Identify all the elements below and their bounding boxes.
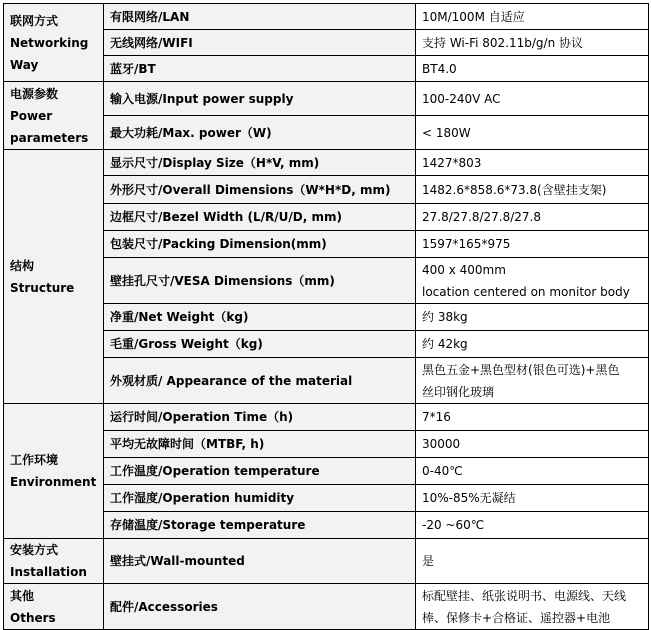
param-name: 毛重/Gross Weight（kg): [104, 331, 416, 358]
group-title-en: parameters: [10, 130, 89, 145]
param-value-line: 棒、保修卡+合格证、遥控器+电池: [422, 610, 611, 625]
param-name: 外形尺寸/Overall Dimensions（W*H*D, mm): [104, 176, 416, 204]
param-value: 是: [416, 539, 649, 584]
group-title-en: Environment: [10, 475, 97, 489]
param-value: < 180W: [416, 116, 649, 150]
param-name: 最大功耗/Max. power（W): [104, 116, 416, 150]
table-row: [4, 404, 649, 431]
param-name: 边框尺寸/Bezel Width (L/R/U/D, mm): [104, 204, 416, 231]
param-value-line: location centered on monitor body: [422, 284, 630, 299]
group-title-en: Power: [10, 108, 53, 123]
param-value: 约 42kg: [416, 331, 649, 358]
param-value-line: 标配壁挂、纸张说明书、电源线、天线: [422, 588, 627, 603]
param-name: 存储温度/Storage temperature: [104, 512, 416, 539]
param-name: 外观材质/ Appearance of the material: [104, 358, 416, 404]
group-title-cn: 电源参数: [10, 86, 59, 101]
group-title-en: Installation: [10, 565, 87, 579]
param-value: 10%-85%无凝结: [416, 485, 649, 512]
spec-table: [3, 3, 649, 630]
param-name: 有限网络/LAN: [104, 4, 416, 30]
param-value: 30000: [416, 431, 649, 458]
table-row: [4, 539, 649, 584]
table-row: [4, 584, 649, 630]
param-value: [416, 258, 649, 304]
table-row: [4, 82, 649, 116]
param-value: 支持 Wi-Fi 802.11b/g/n 协议: [416, 30, 649, 56]
group-label-structure: [4, 150, 104, 404]
param-value: [416, 584, 649, 630]
param-name: 壁挂孔尺寸/VESA Dimensions（mm): [104, 258, 416, 304]
param-value: -20 ~60℃: [416, 512, 649, 539]
param-name: 无线网络/WIFI: [104, 30, 416, 56]
param-name: 输入电源/Input power supply: [104, 82, 416, 116]
param-name: 包装尺寸/Packing Dimension(mm): [104, 231, 416, 258]
param-value: 1482.6*858.6*73.8(含壁挂支架): [416, 176, 649, 204]
param-name: 工作温度/Operation temperature: [104, 458, 416, 485]
param-name: 平均无故障时间（MTBF, h): [104, 431, 416, 458]
param-name: 净重/Net Weight（kg): [104, 304, 416, 331]
param-value: [416, 358, 649, 404]
param-value: BT4.0: [416, 56, 649, 82]
param-value-line: 黑色五金+黑色型材(银色可选)+黑色: [422, 362, 620, 377]
param-name: 壁挂式/Wall-mounted: [104, 539, 416, 584]
param-name: 蓝牙/BT: [104, 56, 416, 82]
table-row: [4, 4, 649, 30]
group-title-cn: 结构: [10, 258, 35, 273]
group-title-cn: 其他: [10, 588, 35, 603]
param-value-line: 400 x 400mm: [422, 262, 506, 277]
param-value: 7*16: [416, 404, 649, 431]
group-label-others: [4, 584, 104, 630]
param-value: 1427*803: [416, 150, 649, 176]
param-value: 1597*165*975: [416, 231, 649, 258]
group-title-cn: 工作环境: [10, 453, 59, 467]
group-title-en: Others: [10, 610, 56, 625]
group-label-power: [4, 82, 104, 150]
param-value: 27.8/27.8/27.8/27.8: [416, 204, 649, 231]
group-label-installation: [4, 539, 104, 584]
param-name: 运行时间/Operation Time（h): [104, 404, 416, 431]
param-name: 显示尺寸/Display Size（H*V, mm): [104, 150, 416, 176]
param-value: 10M/100M 自适应: [416, 4, 649, 30]
param-value: 100-240V AC: [416, 82, 649, 116]
param-name: 工作湿度/Operation humidity: [104, 485, 416, 512]
param-value-line: 丝印钢化玻璃: [422, 384, 495, 399]
param-name: 配件/Accessories: [104, 584, 416, 630]
param-value: 约 38kg: [416, 304, 649, 331]
param-value: 0-40℃: [416, 458, 649, 485]
table-row: [4, 150, 649, 176]
group-title-cn: 安装方式: [10, 543, 59, 557]
group-title-en: Networking: [10, 35, 89, 50]
group-title-cn: 联网方式: [10, 13, 59, 28]
group-title-en: Way: [10, 57, 39, 72]
group-label-environment: [4, 404, 104, 539]
group-title-en: Structure: [10, 280, 75, 295]
group-label-networking: [4, 4, 104, 82]
